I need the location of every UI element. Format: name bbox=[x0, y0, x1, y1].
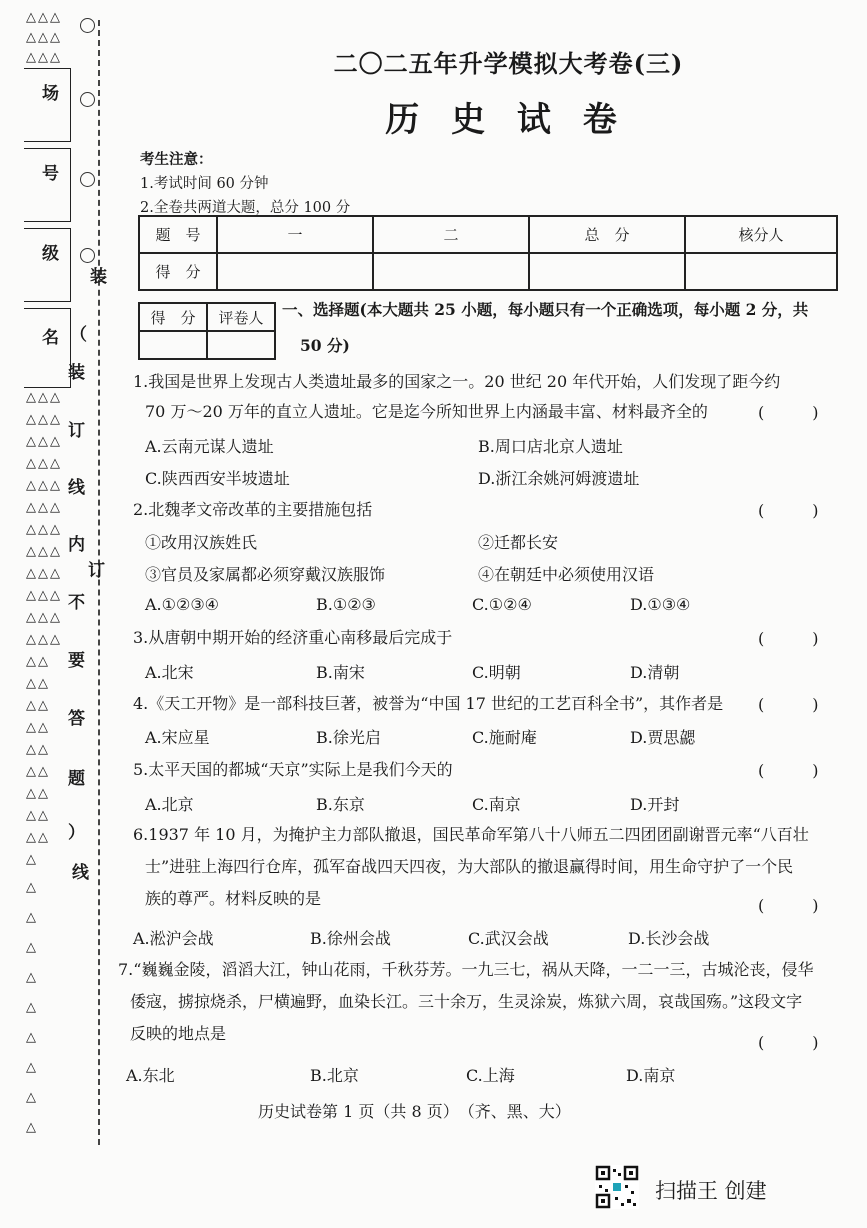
option[interactable]: B.徐州会战 bbox=[310, 929, 391, 948]
answer-bracket[interactable]: ( ) bbox=[758, 1033, 819, 1052]
answer-bracket[interactable]: ( ) bbox=[758, 896, 819, 915]
option[interactable]: D.①③④ bbox=[630, 595, 691, 614]
section-instruction: 一、选择题(本大题共 25 小题，每小题只有一个正确选项，每小题 2 分，共 bbox=[282, 300, 809, 319]
binding-hole bbox=[80, 18, 95, 33]
option[interactable]: A.云南元谋人遗址 bbox=[145, 437, 274, 456]
vertical-text-char: 线 bbox=[72, 863, 89, 883]
vertical-text-char: 题 bbox=[68, 769, 85, 789]
score-cell[interactable] bbox=[217, 253, 373, 290]
vertical-text-char: 不 bbox=[68, 593, 85, 613]
answer-bracket[interactable]: ( ) bbox=[758, 403, 819, 422]
side-field-kaohao: 号 bbox=[24, 148, 71, 222]
sub-item: ①改用汉族姓氏 bbox=[145, 533, 258, 552]
vertical-text-char: （ bbox=[70, 325, 87, 345]
option[interactable]: C.上海 bbox=[466, 1066, 515, 1085]
score-header-cell: 题 号 bbox=[139, 216, 217, 253]
question-7-stem: 7.“巍巍金陵，滔滔大江，钟山花雨，千秋芬芳。一九三七，祸从天降，一二一三，古城沦丧，侵华 倭寇，掳掠烧杀，尸横遍野，血染长江。三十余万，生灵涂炭，炼狱六周，哀哉国殇。”这段文字 反映的地点是 bbox=[118, 960, 814, 1043]
binding-dashed-line bbox=[98, 20, 100, 1145]
grader-header: 评卷人 bbox=[207, 303, 275, 331]
option[interactable]: B.徐光启 bbox=[316, 728, 381, 747]
option[interactable]: C.南京 bbox=[472, 795, 521, 814]
sub-item: ③官员及家属都必须穿戴汉族服饰 bbox=[145, 565, 386, 584]
question-4-stem: 4.《天工开物》是一部科技巨著，被誉为“中国 17 世纪的工艺百科全书”，其作者是 bbox=[133, 694, 724, 713]
option[interactable]: B.周口店北京人遗址 bbox=[478, 437, 623, 456]
page-footer: 历史试卷第 1 页（共 8 页） （齐、黑、大） bbox=[258, 1102, 571, 1121]
notice-item: 1.考试时间 60 分钟 bbox=[140, 176, 269, 192]
score-header-cell: 二 bbox=[373, 216, 529, 253]
option[interactable]: D.开封 bbox=[630, 795, 680, 814]
score-header-cell: 总 分 bbox=[529, 216, 685, 253]
grader-header: 得 分 bbox=[139, 303, 207, 331]
option[interactable]: D.长沙会战 bbox=[628, 929, 710, 948]
option[interactable]: A.北京 bbox=[145, 795, 194, 814]
vertical-text-char: 装 bbox=[68, 363, 85, 383]
option[interactable]: B.北京 bbox=[310, 1066, 359, 1085]
sub-item: ④在朝廷中必须使用汉语 bbox=[478, 565, 655, 584]
question-1-stem: 1.我国是世界上发现古人类遗址最多的国家之一。20 世纪 20 年代开始，人们发现了距今约 70 万～20 万年的直立人遗址。它是迄今所知世界上内涵最丰富、材料最齐全的 bbox=[133, 372, 781, 421]
option[interactable]: B.①②③ bbox=[316, 595, 376, 614]
score-cell[interactable] bbox=[685, 253, 837, 290]
exam-subject-title: 历 史 试 卷 bbox=[385, 100, 627, 140]
score-row-label: 得 分 bbox=[139, 253, 217, 290]
vertical-text-char: 订 bbox=[68, 421, 85, 441]
vertical-text-char: 装 bbox=[90, 267, 107, 287]
side-field-kaochang: 场 bbox=[24, 68, 71, 142]
option[interactable]: D.浙江余姚河姆渡遗址 bbox=[478, 469, 640, 488]
option[interactable]: D.清朝 bbox=[630, 663, 680, 682]
question-2-stem: 2.北魏孝文帝改革的主要措施包括 bbox=[133, 500, 373, 519]
vertical-text-char: 内 bbox=[68, 535, 85, 555]
option[interactable]: A.东北 bbox=[126, 1066, 175, 1085]
scanner-watermark-text: 扫描王 创建 bbox=[655, 1179, 767, 1203]
exam-series-title: 二〇二五年升学模拟大考卷(三) bbox=[333, 49, 684, 78]
notice-item: 2.全卷共两道大题，总分 100 分 bbox=[140, 200, 351, 216]
question-3-stem: 3.从唐朝中期开始的经济重心南移最后完成于 bbox=[133, 628, 453, 647]
vertical-text-char: 线 bbox=[68, 478, 85, 498]
binding-hole bbox=[80, 248, 95, 263]
score-cell[interactable] bbox=[529, 253, 685, 290]
score-table bbox=[138, 215, 838, 291]
grader-box bbox=[138, 302, 276, 360]
side-field-xingming: 名 bbox=[24, 308, 71, 388]
question-5-stem: 5.太平天国的都城“天京”实际上是我们今天的 bbox=[133, 760, 453, 779]
answer-bracket[interactable]: ( ) bbox=[758, 695, 819, 714]
score-header-cell: 核分人 bbox=[685, 216, 837, 253]
option[interactable]: A.淞沪会战 bbox=[133, 929, 214, 948]
option[interactable]: B.南宋 bbox=[316, 663, 365, 682]
option[interactable]: C.施耐庵 bbox=[472, 728, 537, 747]
option[interactable]: C.陕西西安半坡遗址 bbox=[145, 469, 290, 488]
option[interactable]: C.武汉会战 bbox=[468, 929, 549, 948]
option[interactable]: D.贾思勰 bbox=[630, 728, 696, 747]
answer-bracket[interactable]: ( ) bbox=[758, 501, 819, 520]
option[interactable]: A.宋应星 bbox=[145, 728, 210, 747]
question-6-stem: 6.1937 年 10 月，为掩护主力部队撤退，国民革命军第八十八师五二四团团副谢晋元率“八百壮 士”进驻上海四行仓库，孤军奋战四天四夜，为大部队的撤退赢得时间，用生命守护了一个民 族的尊严。材料反映的是 bbox=[133, 825, 809, 908]
vertical-text-char: 要 bbox=[68, 651, 85, 671]
score-cell[interactable] bbox=[373, 253, 529, 290]
option[interactable]: A.①②③④ bbox=[145, 595, 220, 614]
section-instruction-cont: 50 分) bbox=[300, 336, 350, 355]
grader-cell[interactable] bbox=[207, 331, 275, 359]
score-header-cell: 一 bbox=[217, 216, 373, 253]
option[interactable]: D.南京 bbox=[626, 1066, 676, 1085]
vertical-text-char: ） bbox=[68, 823, 85, 843]
binding-hole bbox=[80, 172, 95, 187]
option[interactable]: B.东京 bbox=[316, 795, 365, 814]
qr-code-icon bbox=[595, 1165, 639, 1213]
sub-item: ②迁都长安 bbox=[478, 533, 559, 552]
vertical-text-char: 订 bbox=[88, 561, 105, 581]
vertical-text-char: 答 bbox=[68, 709, 85, 729]
option[interactable]: C.明朝 bbox=[472, 663, 521, 682]
notice-heading: 考生注意： bbox=[140, 151, 213, 168]
grader-cell[interactable] bbox=[139, 331, 207, 359]
option[interactable]: A.北宋 bbox=[145, 663, 194, 682]
answer-bracket[interactable]: ( ) bbox=[758, 629, 819, 648]
answer-bracket[interactable]: ( ) bbox=[758, 761, 819, 780]
option[interactable]: C.①②④ bbox=[472, 595, 532, 614]
side-field-banji: 级 bbox=[24, 228, 71, 302]
